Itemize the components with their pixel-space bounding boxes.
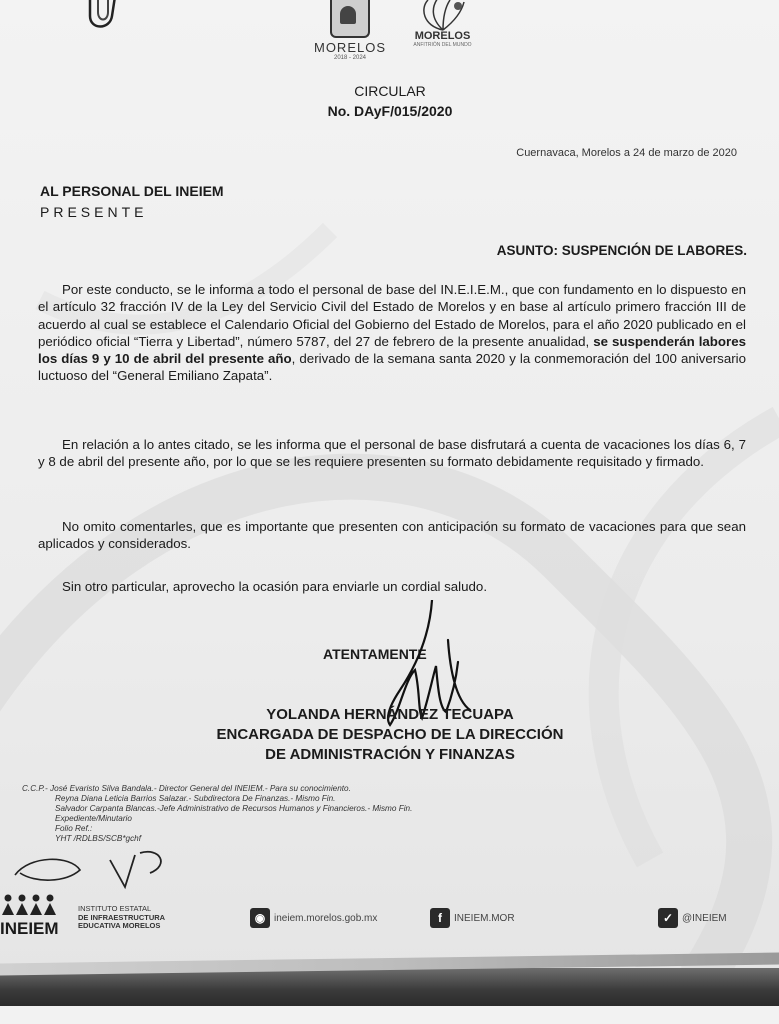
paragraph-4 bbox=[38, 578, 746, 595]
facebook-icon: f bbox=[430, 908, 450, 928]
signatory-title-1: ENCARGADA DE DESPACHO DE LA DIRECCIÓN bbox=[216, 726, 564, 743]
gobierno-morelos-logo bbox=[300, 0, 400, 61]
ccp-line-5: Folio Ref.: bbox=[55, 824, 93, 833]
document-type: CIRCULAR bbox=[354, 83, 426, 99]
people-figures-icon bbox=[0, 893, 60, 917]
ccp-line-2: Reyna Diana Leticia Barrios Salazar.- Subdirectora De Finanzas.- Mismo Fin. bbox=[55, 794, 336, 803]
document-number: No. DAyF/015/2020 bbox=[327, 103, 453, 119]
paragraph-1 bbox=[38, 281, 746, 385]
morelos-brand-logo bbox=[400, 0, 485, 48]
gov-logo-name: MORELOS bbox=[313, 40, 386, 55]
carbon-copy-list bbox=[22, 784, 412, 844]
institute-line-3: EDUCATIVA MORELOS bbox=[78, 921, 161, 930]
paragraph-3 bbox=[38, 518, 746, 553]
desk-surface bbox=[0, 1006, 779, 1024]
flower-emblem-icon bbox=[418, 0, 468, 32]
document-date: Cuernavaca, Morelos a 24 de marzo de 2020 bbox=[516, 147, 737, 159]
institute-line-1: INSTITUTO ESTATAL bbox=[78, 904, 152, 913]
signatory-block bbox=[180, 705, 600, 765]
ineiem-logo-text: INEIEM bbox=[0, 919, 59, 938]
paragraph-3-text: No omito comentarles, que es importante que presenten con anticipación su formato de vacaciones para que sean aplicados y considerados. bbox=[38, 519, 746, 552]
globe-icon: ◉ bbox=[250, 908, 270, 928]
paragraph-1-text-b: , derivado de la semana santa 2020 y la conmemoración del 100 aniversario luctuoso del “General Emiliano Zapata”. bbox=[38, 351, 746, 384]
coat-of-arms-icon bbox=[330, 0, 370, 38]
institute-line-2: DE INFRAESTRUCTURA bbox=[78, 912, 166, 922]
subject-line: ASUNTO: SUSPENCIÓN DE LABORES. bbox=[496, 243, 747, 258]
presente-label: PRESENTE bbox=[40, 204, 148, 220]
twitter-icon: ✓ bbox=[658, 908, 678, 928]
closing-atentamente: ATENTAMENTE bbox=[323, 646, 427, 662]
paragraph-2 bbox=[38, 436, 746, 471]
institute-name bbox=[78, 905, 165, 931]
ccp-line-4: Expediente/Minutario bbox=[55, 814, 132, 823]
paragraph-4-text: Sin otro particular, aprovecho la ocasión para enviarle un cordial saludo. bbox=[62, 579, 488, 594]
signatory-name: YOLANDA HERNÁNDEZ TECUAPA bbox=[266, 706, 514, 723]
state-logo-name: MORELOS bbox=[414, 30, 471, 42]
gov-logo-years: 2018 - 2024 bbox=[333, 55, 367, 61]
twitter-link[interactable] bbox=[658, 908, 727, 928]
paragraph-1-text-a: Por este conducto, se le informa a todo el personal de base del IN.E.I.E.M., que con fundamento en lo dispuesto en el artículo 32 fracción IV de la Ley del Servicio Civil del Estado de Morelos y en base al artículo primero fracción III de acuerdo al cual se establece el Calendario Oficial del Gobierno del Estado de Morelos, para el año 2020 publicado en el periódico oficial “Tierra y Libertad”, número 5787, del 27 de febrero de la presente anualidad, bbox=[38, 282, 746, 349]
twitter-text: @INEIEM bbox=[682, 912, 727, 924]
recipient: AL PERSONAL DEL INEIEM bbox=[40, 183, 224, 199]
website-text: ineiem.morelos.gob.mx bbox=[274, 912, 378, 924]
website-link[interactable] bbox=[250, 908, 377, 928]
paragraph-1-bold: se suspenderán labores los días 9 y 10 de abril del presente año bbox=[38, 333, 746, 367]
signatory-title-2: DE ADMINISTRACIÓN Y FINANZAS bbox=[265, 746, 515, 763]
facebook-text: INEIEM.MOR bbox=[454, 912, 515, 924]
ccp-line-3: Salvador Carpanta Blancas.-Jefe Administrativo de Recursos Humanos y Financieros.- Mismo Fin. bbox=[55, 804, 413, 813]
state-logo-sub: ANFITRIÓN DEL MUNDO bbox=[413, 42, 472, 48]
paper-clip-icon bbox=[60, 0, 130, 38]
ccp-line-6: YHT /RDLBS/SCB*gchf bbox=[55, 834, 141, 843]
ccp-line-1: C.C.P.- José Evaristo Silva Bandala.- Director General del INEIEM.- Para su conocimiento. bbox=[22, 784, 351, 793]
initials-signature bbox=[10, 845, 190, 895]
paragraph-2-text: En relación a lo antes citado, se les informa que el personal de base disfrutará a cuenta de vacaciones los días 6, 7 y 8 de abril del presente año, por lo que se les requiere presenten su formato debidamente requisitado y firmado. bbox=[38, 437, 746, 470]
facebook-link[interactable] bbox=[430, 908, 515, 928]
